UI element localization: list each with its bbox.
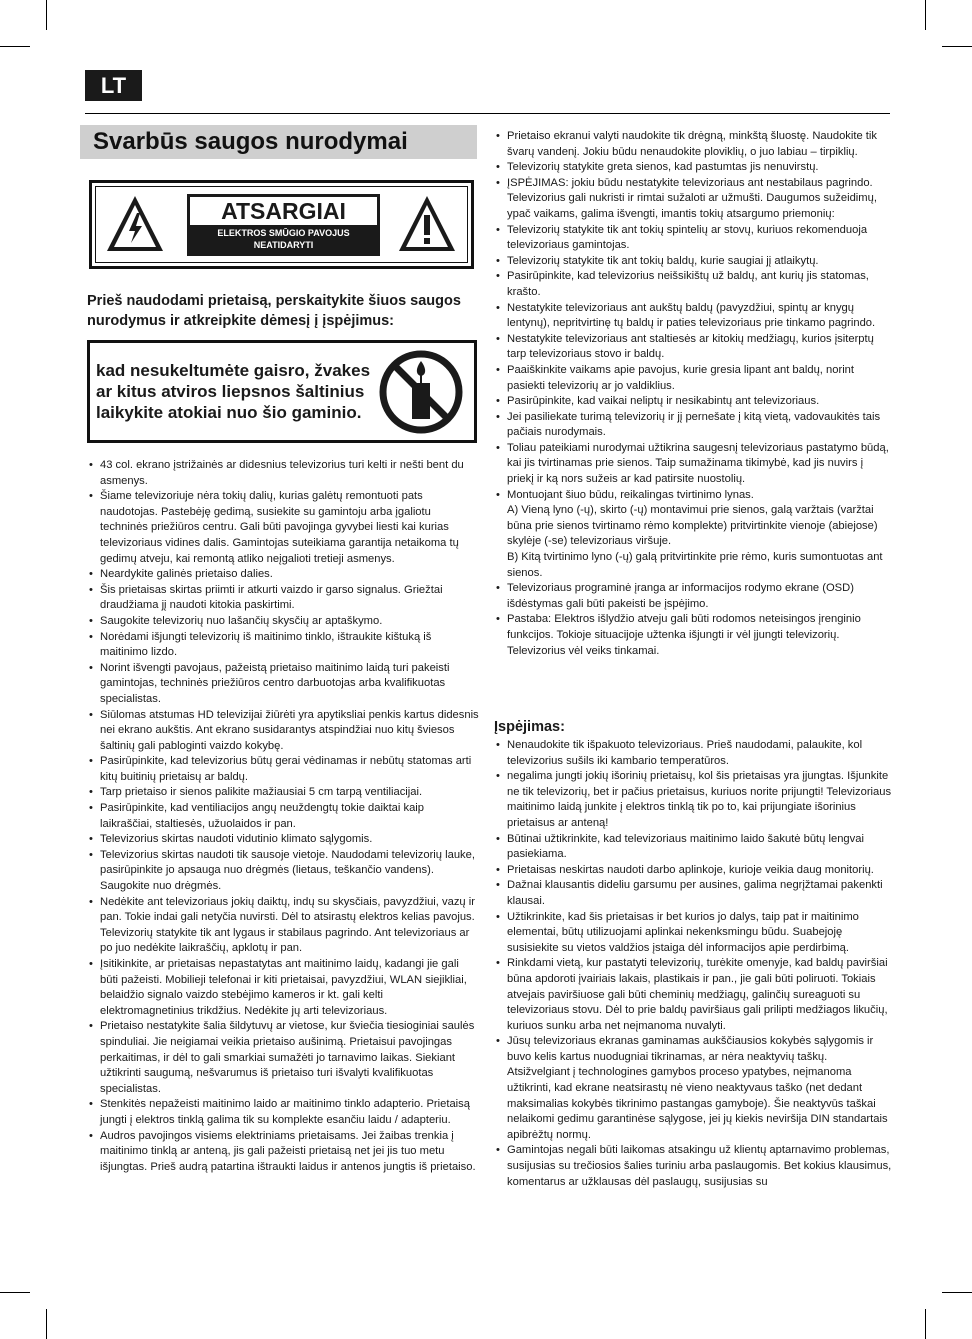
list-item: • Šis prietaisas skirtas priimti ir atkurti vaizdo ir garso signalus. Griežtai draudžiama jį naudoti kitokia paskirtimi.	[87, 583, 479, 614]
list-item: • Televizorius skirtas naudoti vidutinio klimato sąlygomis.	[87, 832, 479, 848]
list-item: • Nedėkite ant televizoriaus jokių daiktų, indų su skysčiais, pavyzdžiui, vazų ir pan. Tokie indai gali netyčia nuvirsti. Dėl to atsirastų elektros kelias pavojus. Televizorių statykite tik ant lygaus ir stabilaus pagrindo. Ant televizoriaus ar po juo nedėkite laikraščių, apklotų ir pan.	[87, 895, 479, 957]
warning-list	[494, 738, 892, 1190]
list-item: • Televizorių statykite tik ant tokių baldų, kurie saugiai jį atlaikytų.	[494, 254, 892, 270]
list-item: • Televizorių statykite tik ant tokių spintelių ar stovų, kuriuos rekomenduoja televizoriaus gamintojas.	[494, 223, 892, 254]
caution-heading: ATSARGIAI	[190, 197, 377, 225]
list-item: • Rinkdami vietą, kur pastatyti televizorių, turėkite omenyje, kad baldų paviršiai būna apdoroti įvairiais lakais, plastikais ir pan., jie gali būti poliruoti. Tokiais atvejais paviršiuose gali būti cheminių medžiagų, galinčių sureaguoti su televizoriaus stovu. Dėl to prie baldų paviršiaus gali prilipti medžiagos likučių, kuriuos sunku arba net neįmanoma nuvalyti.	[494, 956, 892, 1034]
list-item: • Pastaba: Elektros išlydžio atveju gali būti rodomos neteisingos įrenginio funkcijos. Tokioje situacijoje užtenka išjungti ir vėl įjungti televizorių. Televizorius vėl veiks tinkamai.	[494, 612, 892, 659]
caution-subtext-line: NEATIDARYTI	[253, 240, 314, 250]
list-item: • Šiame televizoriuje nėra tokių dalių, kurias galėtų remontuoti pats naudotojas. Pastebėję gedimą, susiekite su gamintoju arba įgaliotu techninės priežiūros centru. Gali būti pavojinga gyvybei liesti kai kurias televizoriaus vidines dalis. Gamintojas suteikiama garantija netaikoma tų gedimų atveju, kai remontą atliko neįgalioti tretieji asmenys.	[87, 489, 479, 567]
list-item: • Būtinai užtikrinkite, kad televizoriaus maitinimo laido šakutė būtų lengvai pasiekiama.	[494, 832, 892, 863]
caution-banner	[187, 194, 380, 256]
list-item: • Prietaiso ekranui valyti naudokite tik drėgną, minkštą šluostę. Naudokite tik švarų vandenį. Jokiu būdu nenaudokite ploviklių, o juo labiau – tirpiklių.	[494, 129, 892, 160]
caution-label	[89, 180, 474, 269]
list-item: • Jūsų televizoriaus ekranas gaminamas aukščiausios kokybės sąlygomis ir buvo kelis kartus nuodugniai tikrinamas, ar nėra neaktyvių taškų. Atsižvelgiant į technologines gamybos proceso ypatybes, neįmanoma užtikrinti, kad ekrane neatsirastų nė vieno neaktyvaus taško (net dedant maksimalias kokybės tikrinimo pastangas gamyboje). Šie neaktyvūs taškai nelaikomi gedimu garantinėse sąlygose, jei jų kiekis neviršija DIN standartais apibrėžtų normų.	[494, 1034, 892, 1143]
list-item: • Siūlomas atstumas HD televizijai žiūrėti yra apytiksliai penkis kartus didesnis nei ekrano aukštis. Ant ekrano susidarantys atspindžiai nuo kitų šviesos šaltinių gali pabloginti vaizdo kokybę.	[87, 708, 479, 755]
crop-mark	[925, 0, 926, 30]
crop-mark	[942, 46, 972, 47]
list-item: • Nestatykite televizoriaus ant staltiesės ar kitokių medžiagų, kurios įsiterptų tarp televizoriaus stovo ir baldų.	[494, 332, 892, 363]
list-item: • Nestatykite televizoriaus ant aukštų baldų (pavyzdžiui, spintų ar knygų lentynų), nepritvirtinę tų baldų ir paties televizoriaus prie tinkamo pagrindo.	[494, 301, 892, 332]
list-item: • Audros pavojingos visiems elektriniams prietaisams. Jei žaibas trenkia į maitinimo tinklą ar anteną, jis gali pažeisti prietaisą net jei jis tuo metu išjungtas. Prieš audrą patartina ištraukti laidus ir antenos jungtis iš prietaiso.	[87, 1129, 479, 1176]
language-tab: LT	[85, 70, 142, 101]
list-item: • Paaiškinkite vaikams apie pavojus, kurie gresia lipant ant baldų, norint pasiekti televizorių ar jo valdiklius.	[494, 363, 892, 394]
list-item: • Pasirūpinkite, kad televizorius būtų gerai vėdinamas ir nebūtų statomas arti kitų buitinių prietaisų ar baldų.	[87, 754, 479, 785]
fire-notice-box	[87, 340, 477, 443]
list-item: • Nenaudokite tik išpakuoto televizoriaus. Prieš naudodami, palaukite, kol televizorius sušils iki kambario temperatūros.	[494, 738, 892, 769]
safety-list-left	[87, 458, 479, 1175]
list-item: • ĮSPĖJIMAS: jokiu būdu nestatykite televizoriaus ant nestabilaus pagrindo. Televizorius gali nukristi ir rimtai sužaloti ar užmušti. Daugumos sužeidimų, ypač vaikams, galima išvengti, imantis tokių atsargumo priemonių:	[494, 176, 892, 223]
list-item: • Gamintojas negali būti laikomas atsakingu už klientų aptarnavimo problemas, susijusias su trečiosios šalies turiniu arba paslaugomis. Bet kokius klausimus, komentarus ar užklausas dėl paslaugų, susijusias su	[494, 1143, 892, 1190]
list-item: • Tarp prietaiso ir sienos palikite mažiausiai 5 cm tarpą ventiliacijai.	[87, 785, 479, 801]
list-item: • Toliau pateikiami nurodymai užtikrina saugesnį televizoriaus pastatymo būdą, kai jis tvirtinamas prie sienos. Taip sumažinama tikimybė, kad jis nuvirs į priekį ir ką nors sužeis ar kad patirsite nuostolių.	[494, 441, 892, 488]
list-item: • Prietaiso nestatykite šalia šildytuvų ar vietose, kur šviečia tiesioginiai saulės spinduliai. Jie neigiamai veikia prietaiso aušinimą. Prietaisui pavojingas perkaitimas, ir dėl to gali smarkiai sumažėti jo tarnavimo laikas. Siekiant užtikrinti saugumą, nešvarumus iš prietaiso turi išvalyti kvalifikuotas specialistas.	[87, 1019, 479, 1097]
list-item: • Stenkitės nepažeisti maitinimo laido ar maitinimo tinklo adapterio. Prietaisą jungti į elektros tinklą galima tik su komplekte esančiu laidu / adapteriu.	[87, 1097, 479, 1128]
no-open-flame-icon	[378, 349, 464, 435]
list-item: • 43 col. ekrano įstrižainės ar didesnius televizorius turi kelti ir nešti bent du asmenys.	[87, 458, 479, 489]
list-item: • Montuojant šiuo būdu, reikalingas tvirtinimo lynas. A) Vieną lyno (-ų), skirto (-ų) montavimui prie sienos, galą varžtais (varžtai būna prie sienos tvirtinamo rėmo komplekte) pritvirtinkite vienoje (abiejose) skylėje (-se) televizoriaus viršuje. B) Kitą tvirtinimo lyno (-ų) galą pritvirtinkite prie rėmo, kuris sumontuotas ant sienos.	[494, 488, 892, 582]
list-item: • Jei pasiliekate turimą televizorių ir jį pernešate į kitą vietą, vadovaukitės tais pačiais nurodymais.	[494, 410, 892, 441]
list-item: • Televizorių statykite greta sienos, kad pastumtas jis nenuvirstų.	[494, 160, 892, 176]
exclamation-icon	[396, 193, 458, 255]
crop-mark	[925, 1309, 926, 1339]
caution-subtext-line: ELEKTROS SMŪGIO PAVOJUS	[217, 228, 350, 238]
crop-mark	[0, 1292, 30, 1293]
list-item: • Televizorius skirtas naudoti tik sausoje vietoje. Naudodami televizorių lauke, pasirūpinkite jo apsauga nuo drėgmės (lietaus, teškančio vandens). Saugokite nuo drėgmės.	[87, 848, 479, 895]
crop-mark	[0, 46, 30, 47]
caution-subtext	[187, 227, 380, 251]
list-item: • Užtikrinkite, kad šis prietaisas ir bet kurios jo dalys, taip pat ir maitinimo elementai, būtų utilizuojami aplinkai nekenksmingu būdu. Suabejoję susisiekite su vietos valdžios įstaiga dėl informacijos apie perdirbimą.	[494, 910, 892, 957]
electric-shock-icon	[104, 193, 166, 255]
list-item: • Saugokite televizorių nuo lašančių skysčių ar aptaškymo.	[87, 614, 479, 630]
fire-notice-text: kad nesukeltumėte gaisro, žvakes ar kitus atviros liepsnos šaltinius laikykite atokiai nuo šio gaminio.	[96, 361, 371, 422]
list-item: • Pasirūpinkite, kad vaikai neliptų ir nesikabintų ant televizoriaus.	[494, 394, 892, 410]
warning-heading: Įspėjimas:	[494, 719, 565, 735]
crop-mark	[46, 1309, 47, 1339]
page-title: Svarbūs saugos nurodymai	[80, 125, 477, 159]
list-item: • Pasirūpinkite, kad televizorius neišsikištų už baldų, ant kurių jis statomas, krašto.	[494, 269, 892, 300]
list-item: • Norėdami išjungti televizorių iš maitinimo tinklo, ištraukite kištuką iš maitinimo lizdo.	[87, 630, 479, 661]
list-item: • Dažnai klausantis dideliu garsumu per ausines, galima negrįžtamai pakenkti klausai.	[494, 878, 892, 909]
list-item: • Prietaisas neskirtas naudoti darbo aplinkoje, kurioje veikia daug monitorių.	[494, 863, 892, 879]
list-item: • Įsitikinkite, ar prietaisas nepastatytas ant maitinimo laidų, kadangi jie gali būti pažeisti. Mobilieji telefonai ir kiti prietaisai, pavyzdžiui, WLAN siejikliai, belaidžio signalo vaizdo stebėjimo kameros ir kt. gali kelti elektromagnetinius trikdžius. Nedėkite jų arti televizoriaus.	[87, 957, 479, 1019]
list-item: • Neardykite galinės prietaiso dalies.	[87, 567, 479, 583]
list-item: • Norint išvengti pavojaus, pažeistą prietaiso maitinimo laidą turi pakeisti gamintojas, techninės priežiūros centro darbuotojas arba kvalifikuotas specialistas.	[87, 661, 479, 708]
intro-text: Prieš naudodami prietaisą, perskaitykite šiuos saugos nurodymus ir atkreipkite dėmesį į įspėjimus:	[87, 293, 461, 329]
crop-mark	[942, 1292, 972, 1293]
list-item: • Televizoriaus programinė įranga ar informacijos rodymo ekrane (OSD) išdėstymas gali būti pakeisti be įspėjimo.	[494, 581, 892, 612]
safety-list-right	[494, 129, 892, 659]
header-rule	[85, 113, 890, 114]
crop-mark	[46, 0, 47, 30]
list-item: • Pasirūpinkite, kad ventiliacijos angų neuždengtų tokie daiktai kaip laikraščiai, staltiesės, užuolaidos ir pan.	[87, 801, 479, 832]
list-item: • negalima jungti jokių išorinių prietaisų, kol šis prietaisas yra įjungtas. Išjunkite ne tik televizorių, bet ir pačius prietaisus, kuriuos norite prijungti! Televizoriaus maitinimo laidą junkite į elektros tinklą tik po to, kai prijungiate išorinius prietaisus ar anteną!	[494, 769, 892, 831]
